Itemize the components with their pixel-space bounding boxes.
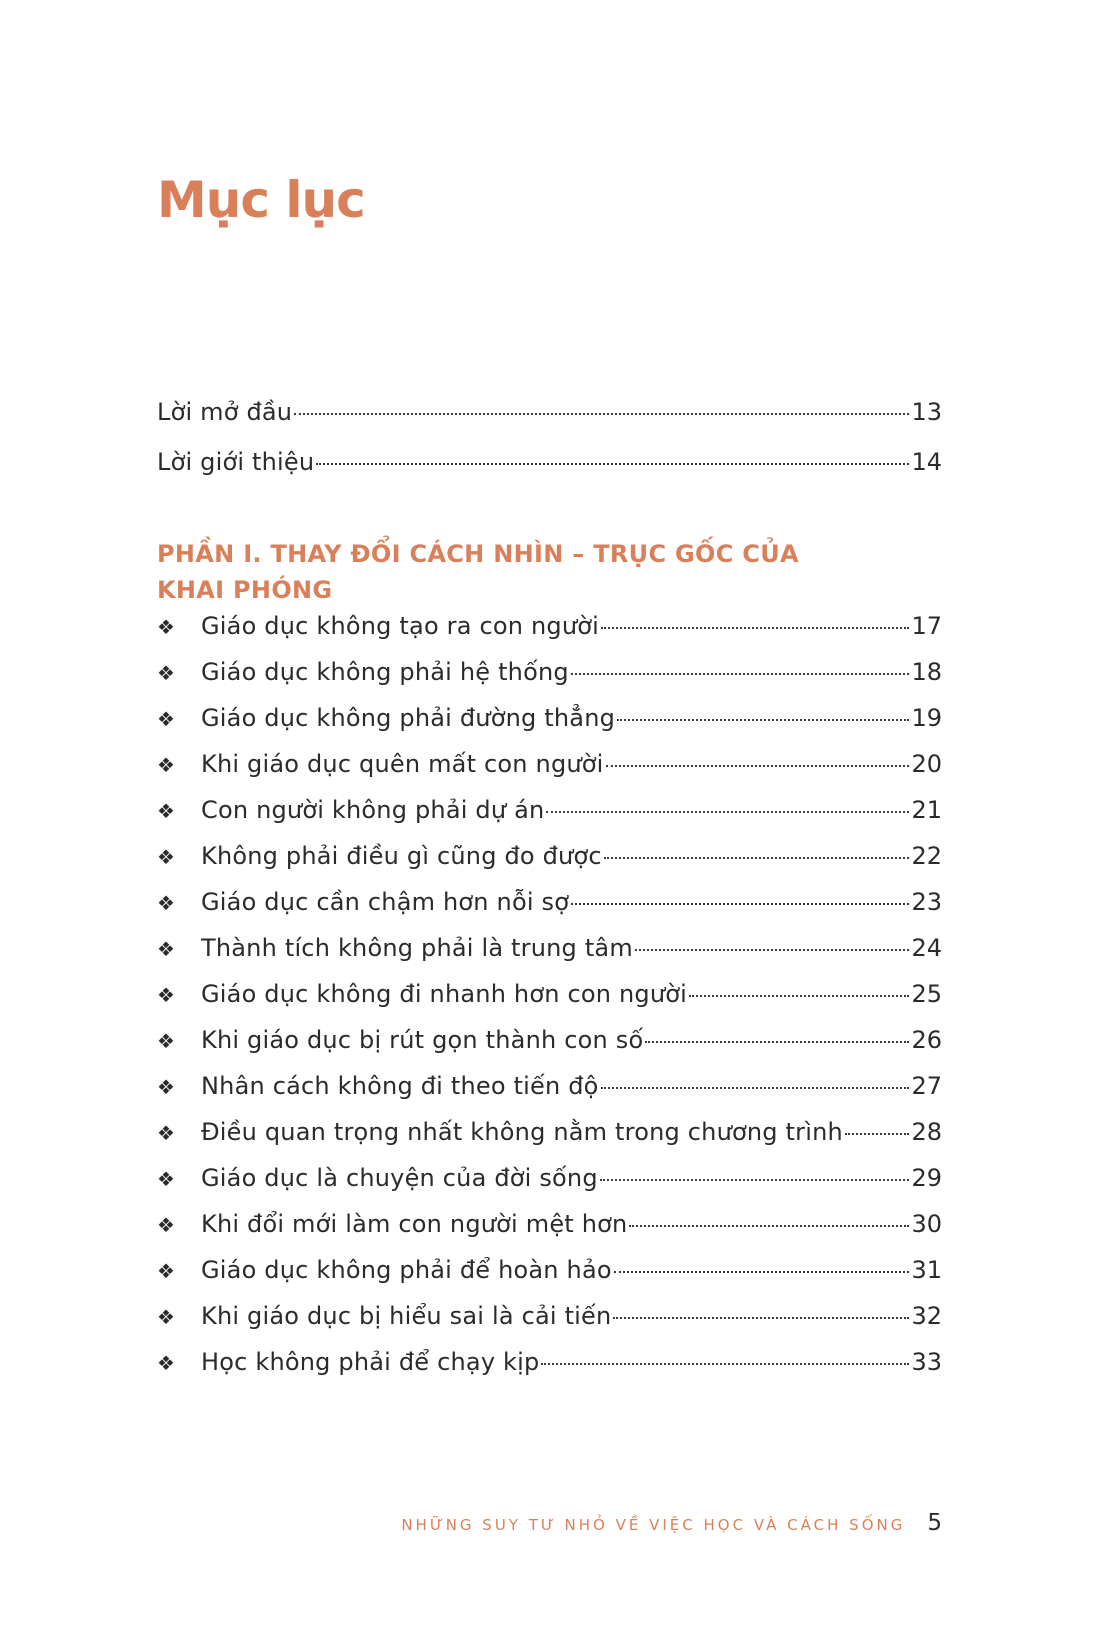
diamond-bullet-icon: ❖ <box>157 1259 175 1283</box>
toc-entry-page: 22 <box>911 842 942 870</box>
toc-entry-page: 30 <box>911 1210 942 1238</box>
toc-entry-label: Con người không phải dự án <box>201 796 545 824</box>
toc-entry[interactable] <box>157 1348 942 1394</box>
toc-entry[interactable] <box>157 1256 942 1302</box>
toc-entry[interactable] <box>157 704 942 750</box>
dot-leader <box>571 673 910 675</box>
toc-entry-page: 13 <box>911 398 942 426</box>
toc-entry-page: 29 <box>911 1164 942 1192</box>
running-title: NHỮNG SUY TƯ NHỎ VỀ VIỆC HỌC VÀ CÁCH SỐNG <box>401 1516 906 1534</box>
diamond-bullet-icon: ❖ <box>157 1351 175 1375</box>
dot-leader <box>604 857 910 859</box>
diamond-bullet-icon: ❖ <box>157 1213 175 1237</box>
dot-leader <box>614 1271 910 1273</box>
toc-entry[interactable] <box>157 1026 942 1072</box>
toc-entry-label: Khi giáo dục bị hiểu sai là cải tiến <box>201 1302 612 1330</box>
toc-entry[interactable] <box>157 796 942 842</box>
diamond-bullet-icon: ❖ <box>157 1075 175 1099</box>
toc-entry[interactable] <box>157 934 942 980</box>
part-heading: PHẦN I. THAY ĐỔI CÁCH NHÌN – TRỤC GỐC CỦA KHAI PHÓNG <box>157 540 799 604</box>
front-matter-list <box>157 398 942 498</box>
toc-entry-label: Khi giáo dục bị rút gọn thành con số <box>201 1026 644 1054</box>
page-footer <box>401 1510 942 1536</box>
toc-entry-page: 18 <box>911 658 942 686</box>
toc-entry-label: Giáo dục cần chậm hơn nỗi sợ <box>201 888 570 916</box>
toc-entry-page: 21 <box>911 796 942 824</box>
toc-entry-page: 14 <box>911 448 942 476</box>
dot-leader <box>571 903 909 905</box>
toc-entry-page: 31 <box>911 1256 942 1284</box>
toc-entry-label: Giáo dục không tạo ra con người <box>201 612 599 640</box>
toc-entry-label: Giáo dục không phải để hoàn hảo <box>201 1256 612 1284</box>
diamond-bullet-icon: ❖ <box>157 799 175 823</box>
toc-entry-page: 23 <box>911 888 942 916</box>
diamond-bullet-icon: ❖ <box>157 707 175 731</box>
toc-entry-page: 17 <box>911 612 942 640</box>
toc-entry-page: 26 <box>911 1026 942 1054</box>
toc-entry-label: Giáo dục là chuyện của đời sống <box>201 1164 598 1192</box>
toc-entry-label: Học không phải để chạy kịp <box>201 1348 540 1376</box>
diamond-bullet-icon: ❖ <box>157 661 175 685</box>
dot-leader <box>600 1179 910 1181</box>
toc-entry-label: Lời giới thiệu <box>157 448 315 476</box>
diamond-bullet-icon: ❖ <box>157 753 175 777</box>
dot-leader <box>689 995 909 997</box>
diamond-bullet-icon: ❖ <box>157 615 175 639</box>
toc-entry-preface[interactable] <box>157 398 942 448</box>
toc-entry-page: 28 <box>911 1118 942 1146</box>
toc-entry[interactable] <box>157 1210 942 1256</box>
part-one-entries <box>157 612 942 1394</box>
toc-entry-page: 25 <box>911 980 942 1008</box>
diamond-bullet-icon: ❖ <box>157 1305 175 1329</box>
toc-entry[interactable] <box>157 980 942 1026</box>
diamond-bullet-icon: ❖ <box>157 937 175 961</box>
dot-leader <box>316 463 909 465</box>
diamond-bullet-icon: ❖ <box>157 1121 175 1145</box>
toc-entry-label: Điều quan trọng nhất không nằm trong chương trình <box>201 1118 843 1146</box>
diamond-bullet-icon: ❖ <box>157 1167 175 1191</box>
toc-entry-page: 32 <box>911 1302 942 1330</box>
toc-entry[interactable] <box>157 1118 942 1164</box>
dot-leader <box>635 949 910 951</box>
dot-leader <box>601 627 909 629</box>
toc-entry-label: Giáo dục không phải đường thẳng <box>201 704 616 732</box>
toc-entry-label: Khi đổi mới làm con người mệt hơn <box>201 1210 628 1238</box>
diamond-bullet-icon: ❖ <box>157 1029 175 1053</box>
toc-entry-page: 27 <box>911 1072 942 1100</box>
toc-entry-page: 19 <box>911 704 942 732</box>
toc-entry-label: Thành tích không phải là trung tâm <box>201 934 633 962</box>
toc-entry-label: Giáo dục không phải hệ thống <box>201 658 569 686</box>
dot-leader <box>294 413 909 415</box>
toc-entry[interactable] <box>157 750 942 796</box>
dot-leader <box>546 811 909 813</box>
diamond-bullet-icon: ❖ <box>157 983 175 1007</box>
page-number: 5 <box>927 1510 942 1536</box>
dot-leader <box>629 1225 909 1227</box>
toc-entry-label: Giáo dục không đi nhanh hơn con người <box>201 980 687 1008</box>
toc-entry-label: Lời mở đầu <box>157 398 293 426</box>
dot-leader <box>617 719 909 721</box>
toc-entry[interactable] <box>157 1302 942 1348</box>
diamond-bullet-icon: ❖ <box>157 891 175 915</box>
dot-leader <box>613 1317 909 1319</box>
toc-entry[interactable] <box>157 1164 942 1210</box>
toc-entry-label: Nhân cách không đi theo tiến độ <box>201 1072 599 1100</box>
toc-entry-page: 24 <box>911 934 942 962</box>
toc-entry-introduction[interactable] <box>157 448 942 498</box>
dot-leader <box>845 1133 910 1135</box>
toc-entry-label: Không phải điều gì cũng đo được <box>201 842 602 870</box>
toc-entry-page: 20 <box>911 750 942 778</box>
toc-entry-page: 33 <box>911 1348 942 1376</box>
toc-entry[interactable] <box>157 888 942 934</box>
toc-entry-label: Khi giáo dục quên mất con người <box>201 750 604 778</box>
toc-entry[interactable] <box>157 612 942 658</box>
dot-leader <box>541 1363 909 1365</box>
dot-leader <box>645 1041 909 1043</box>
dot-leader <box>606 765 910 767</box>
toc-entry[interactable] <box>157 658 942 704</box>
toc-entry[interactable] <box>157 842 942 888</box>
toc-entry[interactable] <box>157 1072 942 1118</box>
diamond-bullet-icon: ❖ <box>157 845 175 869</box>
page-title: Mục lục <box>157 171 365 229</box>
dot-leader <box>601 1087 910 1089</box>
